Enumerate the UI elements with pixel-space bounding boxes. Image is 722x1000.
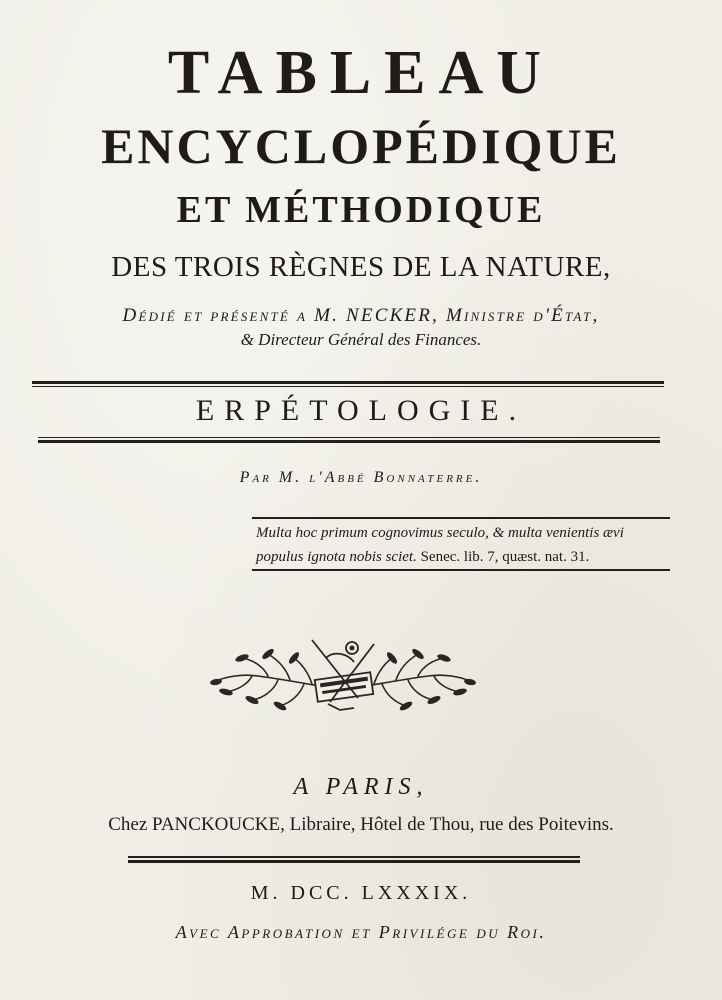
title-line-1: TABLEAU	[167, 39, 555, 107]
imprint-rule-thick	[128, 860, 580, 863]
publisher-line: Chez PANCKOUCKE, Libraire, Hôtel de Thou, rue des Poitevins.	[108, 814, 614, 835]
year-line: M. DCC. LXXXIX.	[250, 882, 472, 904]
epigraph-line-2-text: populus ignota nobis sciet.	[256, 549, 417, 565]
dedication-line-2: & Directeur Général des Finances.	[240, 330, 482, 349]
dedication-line-1: Dédié et présenté a M. NECKER, Ministre d'État,	[122, 305, 600, 326]
place-line: A PARIS,	[293, 774, 429, 800]
trophy-ornament-icon	[208, 628, 478, 716]
epigraph-line-2	[256, 547, 670, 567]
title-line-4: DES TROIS RÈGNES DE LA NATURE,	[111, 251, 611, 283]
epigraph-source: Senec. lib. 7, quæst. nat. 31.	[420, 549, 590, 565]
top-double-rule-thin	[32, 386, 664, 387]
bottom-double-rule-thick	[38, 440, 660, 443]
imprint-rule-thin	[128, 856, 580, 858]
epigraph-line-1: Multa hoc primum cognovimus seculo, & multa venientis ævi	[256, 525, 624, 541]
bottom-double-rule-thin	[38, 437, 660, 438]
title-line-2: ENCYCLOPÉDIQUE	[101, 118, 621, 174]
privilege-line: Avec Approbation et Privilége du Roi.	[175, 922, 547, 942]
epigraph-bottom-rule	[252, 569, 670, 571]
subject-heading: ERPÉTOLOGIE.	[195, 394, 527, 427]
title-line-3: ET MÉTHODIQUE	[176, 189, 546, 231]
epigraph-top-rule	[252, 517, 670, 519]
author-line: Par M. l'Abbé Bonnaterre.	[239, 469, 483, 486]
top-double-rule-thick	[32, 381, 664, 384]
